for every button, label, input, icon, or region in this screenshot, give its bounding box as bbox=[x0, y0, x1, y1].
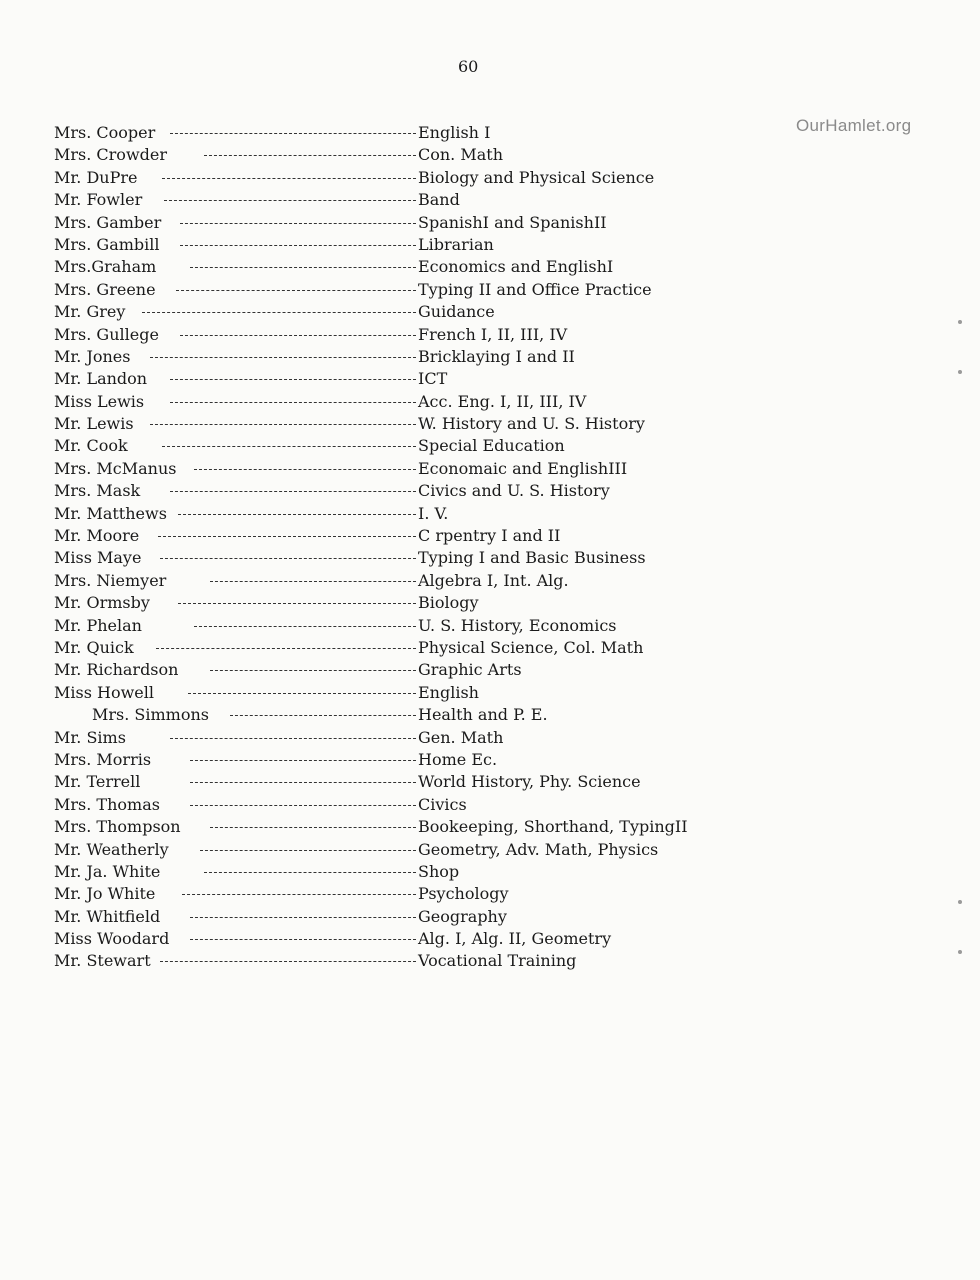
subject-name: Librarian bbox=[418, 234, 494, 254]
subject-name: Biology bbox=[418, 593, 479, 613]
subject-name: English bbox=[418, 682, 479, 702]
subject-name: Home Ec. bbox=[418, 749, 498, 769]
subject-name: Vocational Training bbox=[418, 951, 577, 971]
list-item bbox=[54, 771, 734, 793]
watermark: OurHamlet.org bbox=[796, 116, 912, 135]
subject-name: Geography bbox=[418, 906, 507, 926]
teacher-name: Mrs. Thompson bbox=[54, 817, 181, 837]
teacher-name: Mrs. Crowder bbox=[54, 145, 167, 165]
subject-name: W. History and U. S. History bbox=[418, 414, 645, 434]
subject-name: Algebra I, Int. Alg. bbox=[418, 570, 569, 590]
list-item bbox=[54, 368, 734, 390]
subject-name: World History, Phy. Science bbox=[418, 772, 641, 792]
dash-leader bbox=[158, 536, 416, 537]
teacher-name: Mr. Fowler bbox=[54, 190, 143, 210]
dash-leader bbox=[142, 312, 416, 313]
dash-leader bbox=[162, 178, 416, 179]
dash-leader bbox=[170, 402, 416, 403]
dash-leader bbox=[210, 581, 416, 582]
teacher-name: Mrs. Cooper bbox=[54, 123, 156, 142]
subject-name: English I bbox=[418, 123, 491, 142]
subject-name: SpanishI and SpanishII bbox=[418, 212, 607, 232]
subject-name: Gen. Math bbox=[418, 727, 504, 747]
teacher-name: Mr. Quick bbox=[54, 637, 134, 657]
teacher-name: Miss Lewis bbox=[54, 391, 145, 411]
subject-name: Con. Math bbox=[418, 145, 504, 165]
list-item bbox=[54, 279, 734, 301]
list-item bbox=[54, 794, 734, 816]
subject-name: Physical Science, Col. Math bbox=[418, 637, 644, 657]
subject-name: Graphic Arts bbox=[418, 660, 522, 680]
teacher-name: Mr. Weatherly bbox=[54, 839, 169, 859]
teacher-name: Mr. Lewis bbox=[54, 414, 134, 434]
dash-leader bbox=[170, 379, 416, 380]
list-item bbox=[54, 950, 734, 972]
dash-leader bbox=[180, 223, 416, 224]
dash-leader bbox=[156, 648, 416, 649]
dash-leader bbox=[180, 245, 416, 246]
dash-leader bbox=[176, 290, 416, 291]
list-item bbox=[54, 525, 734, 547]
dash-leader bbox=[178, 514, 416, 515]
subject-name: Health and P. E. bbox=[418, 705, 548, 725]
teacher-name: Mr. Phelan bbox=[54, 615, 142, 635]
list-item bbox=[54, 413, 734, 435]
teacher-name: Mrs. Niemyer bbox=[54, 570, 167, 590]
teacher-name: Mrs. Gambill bbox=[54, 234, 160, 254]
list-item bbox=[54, 301, 734, 323]
subject-name: Civics bbox=[418, 794, 467, 814]
hole-punch-mark bbox=[958, 900, 962, 904]
dash-leader bbox=[190, 782, 416, 783]
dash-leader bbox=[150, 424, 416, 425]
teacher-name: Mr. Cook bbox=[54, 436, 128, 456]
list-item bbox=[54, 144, 734, 166]
subject-name: Biology and Physical Science bbox=[418, 167, 655, 187]
list-item bbox=[54, 458, 734, 480]
teacher-name: Mr. Jo White bbox=[54, 884, 156, 904]
dash-leader bbox=[170, 738, 416, 739]
dash-leader bbox=[170, 133, 416, 134]
list-item bbox=[54, 928, 734, 950]
dash-leader bbox=[180, 335, 416, 336]
list-item bbox=[54, 256, 734, 278]
dash-leader bbox=[164, 200, 416, 201]
teacher-name: Mr. Whitfield bbox=[54, 906, 161, 926]
teacher-name: Mrs.Graham bbox=[54, 257, 157, 277]
list-item bbox=[54, 212, 734, 234]
subject-name: Band bbox=[418, 190, 460, 210]
teacher-subject-list bbox=[54, 122, 734, 973]
subject-name: Bricklaying I and II bbox=[418, 346, 575, 366]
dash-leader bbox=[210, 670, 416, 671]
teacher-name: Mr. DuPre bbox=[54, 167, 138, 187]
dash-leader bbox=[190, 805, 416, 806]
dash-leader bbox=[188, 693, 416, 694]
list-item bbox=[54, 189, 734, 211]
teacher-name: Mrs. Simmons bbox=[92, 705, 209, 725]
list-item bbox=[54, 324, 734, 346]
dash-leader bbox=[150, 357, 416, 358]
list-item bbox=[54, 592, 734, 614]
dash-leader bbox=[160, 961, 416, 962]
subject-name: Typing I and Basic Business bbox=[418, 548, 646, 568]
teacher-name: Mrs. McManus bbox=[54, 458, 177, 478]
dash-leader bbox=[182, 894, 416, 895]
list-item bbox=[54, 727, 734, 749]
dash-leader bbox=[204, 155, 416, 156]
dash-leader bbox=[190, 917, 416, 918]
list-item bbox=[54, 839, 734, 861]
subject-name: Economics and EnglishI bbox=[418, 257, 614, 277]
list-item bbox=[54, 883, 734, 905]
list-item bbox=[54, 234, 734, 256]
hole-punch-mark bbox=[958, 320, 962, 324]
dash-leader bbox=[190, 939, 416, 940]
dash-leader bbox=[200, 850, 416, 851]
teacher-name: Mr. Ormsby bbox=[54, 593, 150, 613]
teacher-name: Mr. Landon bbox=[54, 369, 148, 389]
teacher-name: Mr. Moore bbox=[54, 526, 140, 546]
subject-name: French I, II, III, IV bbox=[418, 324, 568, 344]
subject-name: Alg. I, Alg. II, Geometry bbox=[418, 929, 612, 949]
list-item bbox=[54, 570, 734, 592]
dash-leader bbox=[210, 827, 416, 828]
list-item bbox=[54, 637, 734, 659]
subject-name: Bookeeping, Shorthand, TypingII bbox=[418, 817, 688, 837]
subject-name: Acc. Eng. I, II, III, IV bbox=[418, 391, 587, 411]
list-item bbox=[54, 749, 734, 771]
dash-leader bbox=[160, 558, 416, 559]
teacher-name: Miss Woodard bbox=[54, 929, 170, 949]
hole-punch-mark bbox=[958, 370, 962, 374]
subject-name: Typing II and Office Practice bbox=[418, 279, 652, 299]
teacher-name: Miss Howell bbox=[54, 682, 154, 702]
list-item bbox=[54, 615, 734, 637]
dash-leader bbox=[190, 267, 416, 268]
list-item bbox=[54, 167, 734, 189]
subject-name: Shop bbox=[418, 861, 460, 881]
subject-name: Special Education bbox=[418, 436, 565, 456]
list-item bbox=[54, 816, 734, 838]
subject-name: U. S. History, Economics bbox=[418, 615, 617, 635]
list-item bbox=[54, 346, 734, 368]
dash-leader bbox=[162, 446, 416, 447]
teacher-name: Mrs. Mask bbox=[54, 481, 141, 501]
teacher-name: Mr. Grey bbox=[54, 302, 126, 322]
teacher-name: Mrs. Gullege bbox=[54, 324, 159, 344]
teacher-name: Mr. Richardson bbox=[54, 660, 179, 680]
teacher-name: Miss Maye bbox=[54, 548, 142, 568]
teacher-name: Mr. Sims bbox=[54, 727, 126, 747]
list-item bbox=[54, 122, 734, 144]
dash-leader bbox=[194, 469, 416, 470]
subject-name: Geometry, Adv. Math, Physics bbox=[418, 839, 659, 859]
teacher-name: Mr. Ja. White bbox=[54, 861, 161, 881]
list-item bbox=[54, 503, 734, 525]
list-item bbox=[54, 704, 734, 726]
list-item bbox=[54, 659, 734, 681]
dash-leader bbox=[230, 715, 416, 716]
subject-name: ICT bbox=[418, 369, 448, 389]
subject-name: I. V. bbox=[418, 503, 449, 523]
list-item bbox=[54, 435, 734, 457]
subject-name: Psychology bbox=[418, 884, 509, 904]
list-item bbox=[54, 861, 734, 883]
teacher-name: Mr. Terrell bbox=[54, 772, 141, 792]
dash-leader bbox=[190, 760, 416, 761]
list-item bbox=[54, 682, 734, 704]
dash-leader bbox=[204, 872, 416, 873]
dash-leader bbox=[170, 491, 416, 492]
teacher-name: Mr. Stewart bbox=[54, 951, 151, 971]
dash-leader bbox=[178, 603, 416, 604]
list-item bbox=[54, 547, 734, 569]
subject-name: Economaic and EnglishIII bbox=[418, 458, 628, 478]
list-item bbox=[54, 391, 734, 413]
list-item bbox=[54, 480, 734, 502]
page-number: 60 bbox=[458, 57, 479, 76]
subject-name: Civics and U. S. History bbox=[418, 481, 610, 501]
teacher-name: Mrs. Morris bbox=[54, 749, 152, 769]
list-item bbox=[54, 906, 734, 928]
teacher-name: Mrs. Thomas bbox=[54, 794, 160, 814]
teacher-name: Mrs. Greene bbox=[54, 279, 156, 299]
hole-punch-mark bbox=[958, 950, 962, 954]
subject-name: Guidance bbox=[418, 302, 495, 322]
dash-leader bbox=[194, 626, 416, 627]
teacher-name: Mr. Jones bbox=[54, 346, 131, 366]
subject-name: C rpentry I and II bbox=[418, 526, 561, 546]
teacher-name: Mr. Matthews bbox=[54, 503, 167, 523]
teacher-name: Mrs. Gamber bbox=[54, 212, 162, 232]
